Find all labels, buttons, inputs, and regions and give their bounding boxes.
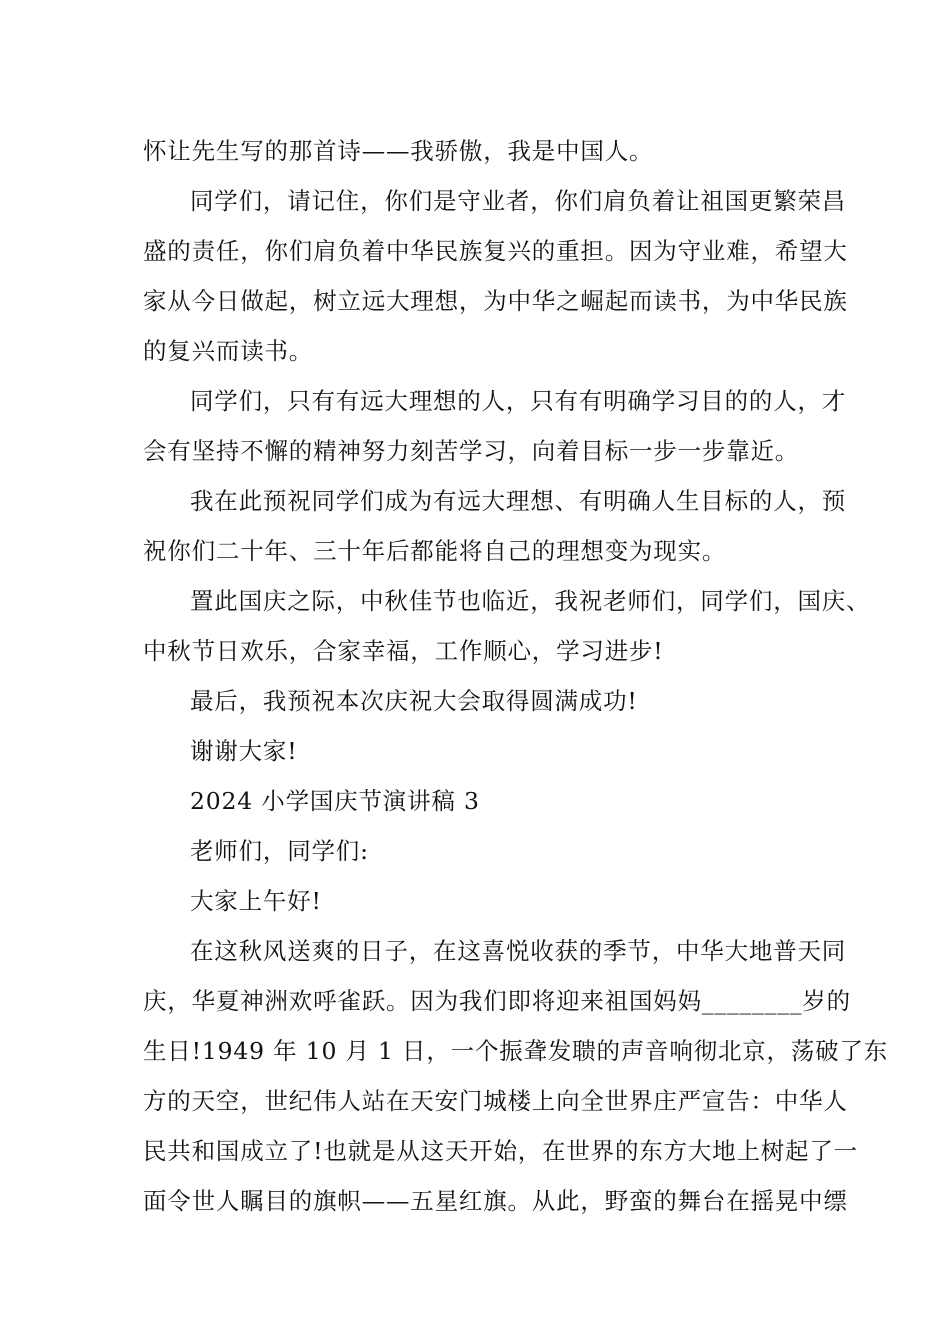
text-line: 我在此预祝同学们成为有远大理想、有明确人生目标的人，预: [190, 487, 847, 515]
text-line: 会有坚持不懈的精神努力刻苦学习，向着目标一步一步靠近。: [143, 437, 800, 465]
text-line: 大家上午好!: [190, 887, 322, 915]
text-line: 方的天空，世纪伟人站在天安门城楼上向全世界庄严宣告：中华人: [143, 1087, 848, 1115]
text-line: 民共和国成立了!也就是从这天开始，在世界的东方大地上树起了一: [143, 1137, 858, 1165]
text-line: 老师们，同学们:: [190, 837, 369, 865]
text-line: 家从今日做起，树立远大理想，为中华之崛起而读书，为中华民族: [143, 287, 848, 315]
section-heading: 2024 小学国庆节演讲稿 3: [190, 787, 480, 815]
text-line: 同学们，只有有远大理想的人，只有有明确学习目的的人，才: [190, 387, 847, 415]
text-line: 置此国庆之际，中秋佳节也临近，我祝老师们，同学们，国庆、: [190, 587, 871, 615]
text-line: 庆，华夏神洲欢呼雀跃。因为我们即将迎来祖国妈妈________岁的: [143, 987, 851, 1015]
text-line: 同学们，请记住，你们是守业者，你们肩负着让祖国更繁荣昌: [190, 187, 847, 215]
text-line: 面令世人瞩目的旗帜——五星红旗。从此，野蛮的舞台在摇晃中缥: [143, 1187, 848, 1215]
text-line: 的复兴而读书。: [143, 337, 314, 365]
text-line: 祝你们二十年、三十年后都能将自己的理想变为现实。: [143, 537, 727, 565]
text-line: 最后，我预祝本次庆祝大会取得圆满成功!: [190, 687, 638, 715]
text-line: 在这秋风送爽的日子，在这喜悦收获的季节，中华大地普天同: [190, 937, 847, 965]
text-line: 生日!1949 年 10 月 1 日，一个振聋发聩的声音响彻北京，荡破了东: [143, 1037, 889, 1065]
text-line: 盛的责任，你们肩负着中华民族复兴的重担。因为守业难，希望大: [143, 237, 848, 265]
text-line: 怀让先生写的那首诗——我骄傲，我是中国人。: [143, 137, 654, 165]
text-line: 谢谢大家!: [190, 737, 298, 765]
text-line: 中秋节日欢乐，合家幸福，工作顺心，学习进步!: [143, 637, 664, 665]
